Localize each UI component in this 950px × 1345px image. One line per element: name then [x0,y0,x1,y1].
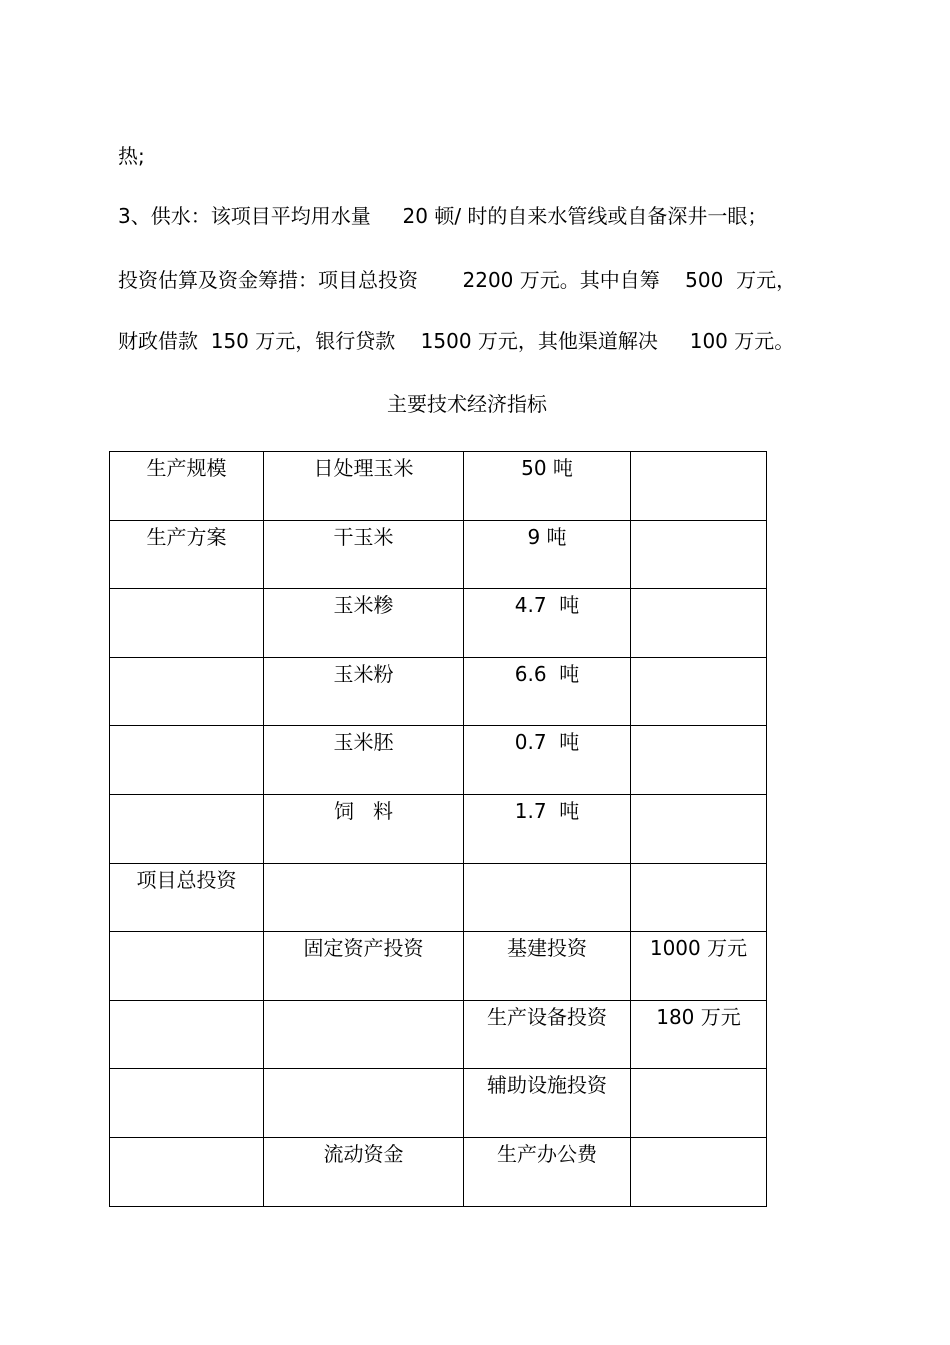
table-cell [110,589,264,658]
table-cell [110,932,264,1001]
table-cell [264,1000,464,1069]
table-row [110,1137,767,1206]
table-title: 主要技术经济指标 [387,392,547,416]
table-row [110,794,767,863]
paragraph-line-4: 财政借款 150 万元，银行贷款 1500 万元，其他渠道解决 100 万元。 [118,329,795,353]
table-cell [631,657,767,726]
table-cell: 玉米糁 [264,589,464,658]
table-cell: 生产方案 [110,520,264,589]
table-cell: 日处理玉米 [264,452,464,521]
table-cell [110,794,264,863]
table-row [110,932,767,1001]
table-cell [264,1069,464,1138]
table-row [110,863,767,932]
table-row [110,520,767,589]
table-cell [110,657,264,726]
table-cell: 1.7 吨 [464,794,631,863]
table-cell [631,520,767,589]
table-cell: 玉米粉 [264,657,464,726]
table-cell: 180 万元 [631,1000,767,1069]
table-cell [631,589,767,658]
table-cell [631,1069,767,1138]
table-cell: 0.7 吨 [464,726,631,795]
paragraph-line-2: 3、供水：该项目平均用水量 20 顿/ 时的自来水管线或自备深井一眼； [118,204,768,228]
table-row [110,589,767,658]
table-cell: 50 吨 [464,452,631,521]
table-cell: 饲 料 [264,794,464,863]
table-cell [464,863,631,932]
table-cell [631,726,767,795]
table-cell [631,1137,767,1206]
table-cell [110,1000,264,1069]
table-cell [631,863,767,932]
table-cell: 6.6 吨 [464,657,631,726]
table-cell: 基建投资 [464,932,631,1001]
paragraph-line-3: 投资估算及资金筹措：项目总投资 2200 万元。其中自筹 500 万元， [118,268,797,292]
table-row [110,452,767,521]
table-row [110,726,767,795]
table-cell: 项目总投资 [110,863,264,932]
table-cell [631,452,767,521]
table-cell: 生产设备投资 [464,1000,631,1069]
table-cell: 固定资产投资 [264,932,464,1001]
table-cell [110,726,264,795]
table-cell [110,1069,264,1138]
table-cell: 生产规模 [110,452,264,521]
paragraph-line-1: 热; [118,144,145,168]
table-cell: 辅助设施投资 [464,1069,631,1138]
table-row [110,1069,767,1138]
table-cell: 4.7 吨 [464,589,631,658]
table-cell: 干玉米 [264,520,464,589]
indicators-table-body [110,452,767,1207]
table-cell [631,794,767,863]
table-row [110,657,767,726]
table-cell: 1000 万元 [631,932,767,1001]
table-cell: 9 吨 [464,520,631,589]
table-cell: 玉米胚 [264,726,464,795]
table-cell: 流动资金 [264,1137,464,1206]
indicators-table [109,451,767,1207]
table-cell [264,863,464,932]
table-row [110,1000,767,1069]
table-cell: 生产办公费 [464,1137,631,1206]
table-cell [110,1137,264,1206]
